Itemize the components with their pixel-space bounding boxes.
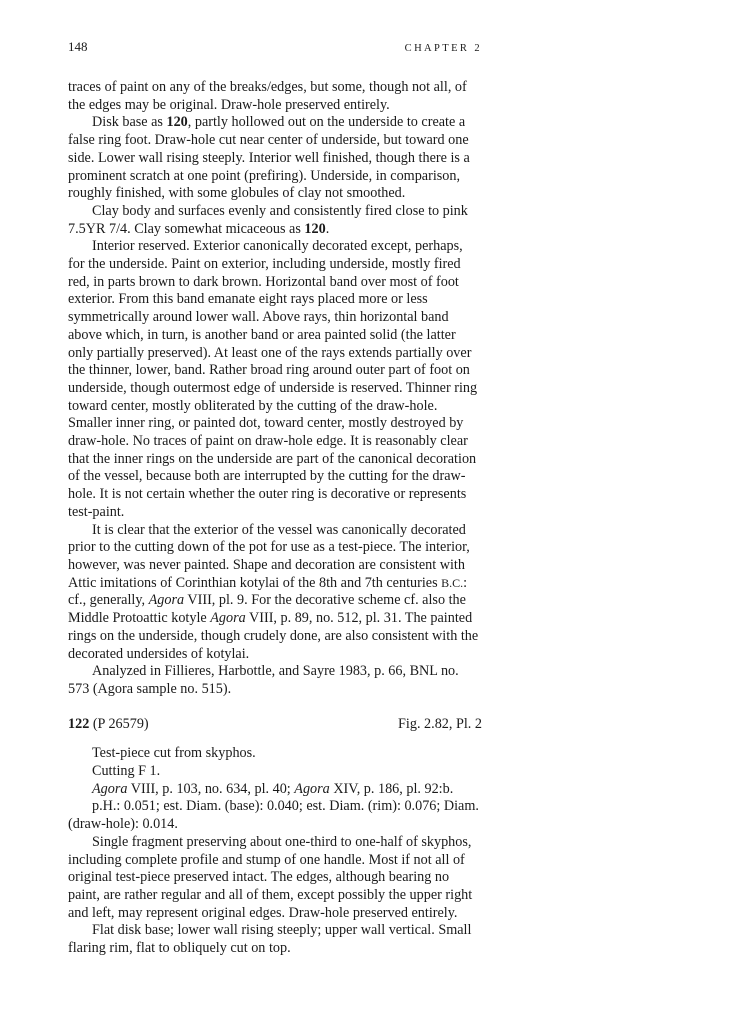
entry-dimensions: p.H.: 0.051; est. Diam. (base): 0.040; est. Diam. (rim): 0.076; Diam. (draw-hole): 0.014. — [68, 798, 479, 833]
entry-inventory: (P 26579) — [89, 715, 149, 732]
discussion-text: It is clear that the exterior of the vessel was canonically decorated prior to the cutting down of the pot for use as a test-piece. The interior, however, was never painted. Shape and decoration are consistent with Attic imitations of Corinthian kotylai of the 8th and 7th centuries — [68, 521, 470, 591]
paragraph-discussion — [68, 522, 482, 664]
paragraph-decoration: Interior reserved. Exterior canonically decorated except, perhaps, for the underside. Paint on exterior, including underside, mostly fired red, in parts brown to dark brown. Horizontal band over most of foot exterior. From this band emanate eight rays placed more or less symmetrically around lower wall. Above rays, thin horizontal band above which, in turn, is another band or area painted solid (the latter only partially preserved). At least one of the rays extends partially over the thinner, lower, band. Rather broad ring around outer part of foot on underside, though outermost edge of underside is reserved. Thinner ring toward center, mostly obliterated by the cutting of the draw-hole. Smaller inner ring, or painted dot, toward center, mostly destroyed by draw-hole. No traces of paint on draw-hole edge. It is reasonably clear that the inner rings on the underside are part of the canonical decoration of the vessel, because both are interrupted by the cutting for the draw-hole. It is not certain whether the outer ring is decorative or represents test-paint. — [68, 238, 478, 520]
agora-citation: Agora — [294, 780, 330, 797]
running-header — [68, 38, 482, 56]
catalog-ref: 120 — [304, 220, 326, 237]
entry-shape: Flat disk base; lower wall rising steeply; upper wall vertical. Small flaring rim, flat to obliquely cut on top. — [68, 922, 472, 957]
catalog-ref: 120 — [166, 114, 188, 131]
entry-preservation: Single fragment preserving about one-third to one-half of skyphos, including complete profile and stump of one handle. Most if not all of original test-piece preserved intact. The edges, although bearing no paint, are rather regular and all of them, except possibly the upper right and left, may represent original edges. Draw-hole preserved entirely. — [68, 833, 473, 921]
paragraph-analysis: Analyzed in Fillieres, Harbottle, and Sayre 1983, p. 66, BNL no. 573 (Agora sample no. 515). — [68, 663, 459, 697]
bib-text: VIII, p. 103, no. 634, pl. 40; — [127, 780, 295, 797]
figure-reference: Fig. 2.82, Pl. 2 — [398, 715, 482, 732]
discussion-text-4: VIII, p. 89, no. 512, pl. 31. The painted rings on the underside, though crudely done, are also consistent with the decorated undersides of kotylai. — [68, 610, 479, 662]
entry-bibliography — [68, 781, 482, 799]
bc-abbrev: B.C. — [441, 575, 464, 590]
bib-text: XIV, p. 186, pl. 92:b. — [329, 780, 454, 797]
agora-citation: Agora — [92, 780, 128, 797]
discussion-text-3: VIII, pl. 9. For the decorative scheme cf. also the Middle Protoattic kotyle — [68, 592, 466, 627]
catalog-entry-heading — [68, 716, 482, 734]
paragraph-shape: Disk base as 120, partly hollowed out on the underside to create a false ring foot. Draw-hole cut near center of underside, but toward one side. Lower wall rising steeply. Interior well finished, though there is a prominent scratch at one point (prefiring). Underside, in comparison, roughly finished, with some globules of clay not smoothed. — [68, 114, 470, 202]
entry-context: Cutting F 1. — [92, 763, 161, 780]
agora-citation: Agora — [148, 592, 185, 609]
paragraph-clay: Clay body and surfaces evenly and consistently fired close to pink 7.5YR 7/4. Clay somewhat micaceous as 120. — [68, 202, 468, 237]
chapter-title: CHAPTER 2 — [404, 43, 482, 54]
agora-citation: Agora — [210, 610, 246, 627]
entry-number: 122 — [68, 715, 90, 732]
page-number: 148 — [68, 39, 88, 54]
discussion-text-2: : cf., generally, — [68, 574, 468, 609]
entry-id — [68, 716, 149, 734]
page — [68, 38, 482, 958]
entry-description: Test-piece cut from skyphos. — [92, 745, 256, 762]
paragraph-continued: traces of paint on any of the breaks/edges, but some, though not all, of the edges may be original. Draw-hole preserved entirely. — [68, 79, 467, 113]
